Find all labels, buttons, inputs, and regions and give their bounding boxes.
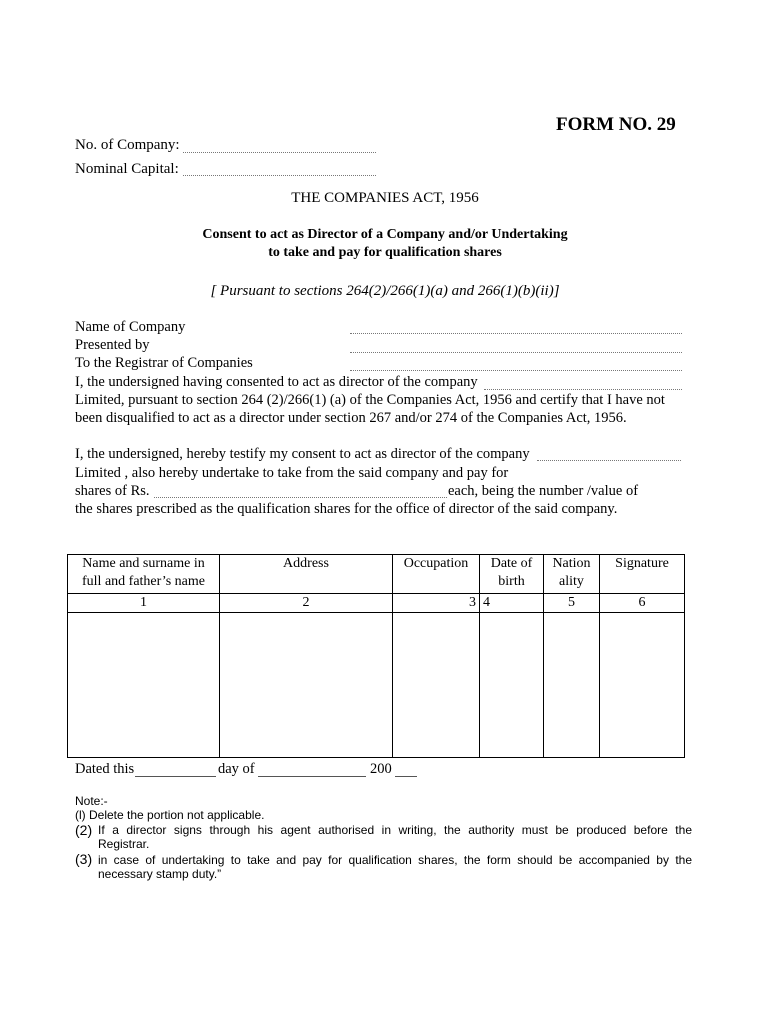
form-heading-line1: Consent to act as Director of a Company and/or Undertaking [202,227,568,242]
column-number: 1 [68,594,220,613]
column-header-dob-line1: Date of [490,556,533,571]
act-title: THE COMPANIES ACT, 1956 [291,190,479,206]
column-header-nationality [544,555,600,594]
column-header-dob-line2: birth [498,574,525,589]
column-header-name-line1: Name and surname in [82,556,205,571]
table-header-row [68,555,685,594]
entry-cell-name[interactable] [68,613,220,758]
entry-cell-date-of-birth[interactable] [480,613,544,758]
director-details-table [67,554,685,758]
para1-line1: I, the undersigned having consented to act as director of the company [75,374,478,390]
pursuant-note: [ Pursuant to sections 264(2)/266(1)(a) and 266(1)(b)(ii)] [210,283,560,299]
note-item-3-number: (3) [75,851,93,867]
day-of-label: day of [218,761,255,777]
column-header-occupation-line1: Occupation [403,556,469,571]
column-header-address [220,555,393,594]
para2-line2: Limited , also hereby undertake to take from the said company and pay for [75,465,509,481]
table-entry-row [68,613,685,758]
para2-line1: I, the undersigned, hereby testify my consent to act as director of the company [75,446,530,462]
note-title: Note:- [75,794,108,808]
para2-company-field[interactable] [537,460,681,461]
column-header-nationality-line2: ality [559,574,584,589]
form-number-title: FORM NO. 29 [556,114,676,135]
column-number: 3 [393,594,480,613]
name-of-company-label: Name of Company [75,319,186,335]
registrar-label: To the Registrar of Companies [75,355,253,371]
column-header-name-line2: full and father’s name [82,574,205,589]
entry-cell-nationality[interactable] [544,613,600,758]
para1-line3: been disqualified to act as a director under section 267 and/or 274 of the Companies Act, 1956. [75,410,627,426]
column-number: 6 [600,594,685,613]
entry-cell-address[interactable] [220,613,393,758]
form-heading-line2: to take and pay for qualification shares [268,245,502,260]
para2-line3-label: shares of Rs. [75,483,150,499]
column-header-address-line1: Address [283,556,329,571]
registrar-field[interactable] [350,370,682,371]
table-number-row [68,594,685,613]
shares-amount-field[interactable] [154,497,447,498]
entry-cell-occupation[interactable] [393,613,480,758]
column-header-date-of-birth [480,555,544,594]
para2-line4: the shares prescribed as the qualification shares for the office of director of the said company. [75,501,618,517]
column-header-signature-line1: Signature [615,556,669,571]
entry-cell-signature[interactable] [600,613,685,758]
company-number-label: No. of Company: [75,137,180,153]
column-header-occupation [393,555,480,594]
dated-day-field[interactable] [135,776,216,777]
dated-year-field[interactable] [395,776,417,777]
para1-line2: Limited, pursuant to section 264 (2)/266(1) (a) of the Companies Act, 1956 and certify that I have not [75,392,665,408]
note-item-2-line2: Registrar. [98,837,150,851]
dated-this-label: Dated this [75,761,135,777]
column-number: 2 [220,594,393,613]
note-item-1: (l) Delete the portion not applicable. [75,808,265,822]
dated-month-field[interactable] [258,776,366,777]
company-number-field[interactable] [183,152,376,153]
para2-line3-rest: each, being the number /value of [448,483,639,499]
year-prefix-label: 200 [370,761,392,777]
name-of-company-field[interactable] [350,333,682,334]
note-item-2-line1: If a director signs through his agent authorised in writing, the authority must be produced before the [98,823,692,837]
column-number: 4 [480,594,544,613]
column-number: 5 [544,594,600,613]
note-item-3-line2: necessary stamp duty.” [98,867,222,881]
nominal-capital-label: Nominal Capital: [75,161,179,177]
note-item-2-number: (2) [75,822,93,838]
para1-company-field[interactable] [484,389,682,390]
presented-by-label: Presented by [75,337,150,353]
note-item-3-line1: in case of undertaking to take and pay for qualification shares, the form should be accompanied by the [98,853,692,867]
column-header-signature [600,555,685,594]
presented-by-field[interactable] [350,352,682,353]
column-header-nationality-line1: Nation [552,556,591,571]
column-header-name [68,555,220,594]
nominal-capital-field[interactable] [183,175,376,176]
